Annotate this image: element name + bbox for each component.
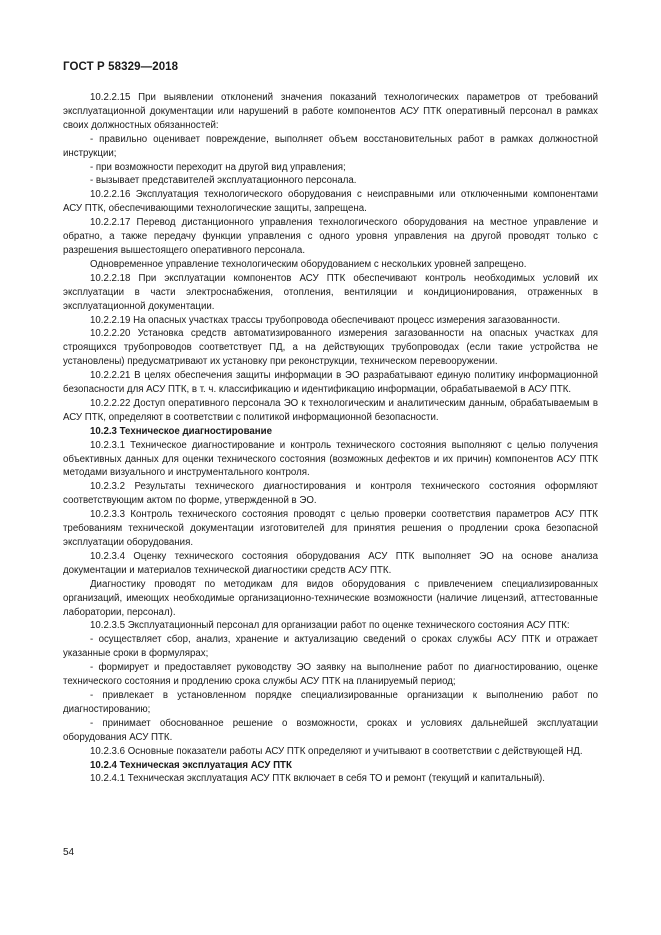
paragraph: 10.2.3.6 Основные показатели работы АСУ ПТК определяют и учитывают в соответствии с действующей НД. xyxy=(90,745,583,757)
paragraph: 10.2.2.21 В целях обеспечения защиты информации в ЭО разрабатывают единую политику информационной безопасности для АСУ ПТК, в т. ч. классификацию и идентификацию информации, обрабатываемой в АСУ ПТК. xyxy=(63,370,598,396)
paragraph: 10.2.2.20 Установка средств автоматизированного измерения загазованности на опасных участках для строящихся трубопроводов соответствует ПД, а на действующих трубопроводах (если такие устройства не установлены) предусматривают их установку при реконструкции, техническом перевооружении. xyxy=(63,328,598,368)
paragraph: - формирует и предоставляет руководству ЭО заявку на выполнение работ по диагностированию, оценке технического состояния и продлению срока службы АСУ ПТК на планируемый период; xyxy=(63,662,598,688)
paragraph: 10.2.4.1 Техническая эксплуатация АСУ ПТК включает в себя ТО и ремонт (текущий и капитальный). xyxy=(90,773,545,785)
paragraph: 10.2.2.22 Доступ оперативного персонала ЭО к технологическим и аналитическим данным, обрабатываемым в АСУ ПТК, определяют в соответствии с политикой информационной безопасности. xyxy=(63,397,598,423)
document-body xyxy=(63,91,598,786)
section-heading: 10.2.3 Техническое диагностирование xyxy=(90,425,273,437)
paragraph: - правильно оценивает повреждение, выполняет объем восстановительных работ в рамках должностной инструкции; xyxy=(63,133,598,159)
paragraph: 10.2.3.2 Результаты технического диагностирования и контроля технического состояния оформляют соответствующим актом по форме, утвержденной в ЭО. xyxy=(63,481,598,507)
paragraph: 10.2.3.4 Оценку технического состояния оборудования АСУ ПТК выполняет ЭО на основе анализа документации и материалов технической диагностики средств АСУ ПТК. xyxy=(63,550,598,576)
paragraph: 10.2.2.16 Эксплуатация технологического оборудования с неисправными или отключенными компонентами АСУ ПТК, обеспечивающими технологические защиты, запрещена. xyxy=(63,189,598,215)
paragraph: - при возможности переходит на другой вид управления; xyxy=(90,161,346,173)
standard-designation: ГОСТ Р 58329—2018 xyxy=(63,61,179,73)
paragraph: - осуществляет сбор, анализ, хранение и актуализацию сведений о сроках службы АСУ ПТК и отражает указанные сроки в формулярах; xyxy=(63,634,598,660)
paragraph: 10.2.3.5 Эксплуатационный персонал для организации работ по оценке технического состояния АСУ ПТК: xyxy=(90,620,570,632)
paragraph: - вызывает представителей эксплуатационного персонала. xyxy=(90,175,357,187)
paragraph: 10.2.2.18 При эксплуатации компонентов АСУ ПТК обеспечивают контроль необходимых условий их эксплуатации в части электроснабжения, отопления, вентиляции и кондиционирования, отраженных в эксплуатационной документации. xyxy=(63,272,598,312)
paragraph: - принимает обоснованное решение о возможности, сроках и условиях дальнейшей эксплуатации оборудования АСУ ПТК. xyxy=(63,717,598,743)
paragraph: 10.2.2.15 При выявлении отклонений значения показаний технологических параметров от требований эксплуатационной документации или нарушений в работе компонентов АСУ ПТК оперативный персонал в рамках своих должностных обязанностей: xyxy=(63,92,598,131)
paragraph: Одновременное управление технологическим оборудованием с нескольких уровней запрещено. xyxy=(90,258,527,270)
page-number: 54 xyxy=(63,847,75,858)
paragraph: 10.2.3.3 Контроль технического состояния проводят с целью проверки соответствия параметров АСУ ПТК требованиям технической документации изготовителей для принятия решения о продлении срока безопасной эксплуатации оборудования. xyxy=(63,509,598,548)
paragraph: 10.2.3.1 Техническое диагностирование и контроль технического состояния выполняют с целью получения объективных данных для оценки технического состояния (возможных дефектов и их причин) компонентов АСУ ПТК методами визуального и инструментального контроля. xyxy=(63,439,598,479)
paragraph: Диагностику проводят по методикам для видов оборудования с привлечением специализированных организаций, имеющих необходимые организационно-технические возможности (наличие лицензий, аттестованные лаборатории, персонал). xyxy=(63,578,598,618)
paragraph: - привлекает в установленном порядке специализированные организации к выполнению работ по диагностированию; xyxy=(63,689,598,715)
paragraph: 10.2.2.17 Перевод дистанционного управления технологического оборудования на местное управление и обратно, а также передачу функции управления с одного уровня управления на другой проводят только с разрешения вышестоящего оперативного персонала. xyxy=(63,217,598,256)
paragraph: 10.2.2.19 На опасных участках трассы трубопровода обеспечивают процесс измерения загазованности. xyxy=(90,314,561,326)
section-heading: 10.2.4 Техническая эксплуатация АСУ ПТК xyxy=(90,759,292,771)
